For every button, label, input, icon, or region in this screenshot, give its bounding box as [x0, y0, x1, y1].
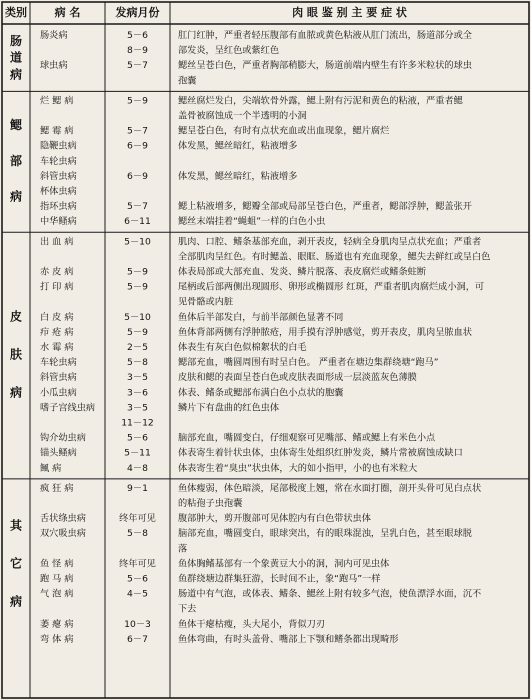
onset-month: 5－6	[127, 30, 148, 41]
disease-name: 弯 体 病	[40, 633, 74, 645]
disease-name: 气 泡 病	[40, 588, 74, 600]
disease-name: 跑 马 病	[40, 573, 74, 585]
symptom-text: 体表局部或大部充血、发炎、鳞片脱落、表皮腐烂或鳍条蛀断	[178, 266, 427, 278]
onset-month: 终年可见	[119, 558, 156, 570]
onset-month: 终年可见	[119, 513, 156, 525]
onset-month: 11－12	[121, 417, 154, 429]
onset-month: 5－9	[127, 95, 148, 107]
onset-month: 5－10	[124, 311, 151, 323]
disease-name: 杯体虫病	[40, 186, 77, 197]
symptom-text: 部发炎，呈红色或紫红色	[178, 45, 280, 57]
onset-month: 8－9	[127, 45, 148, 57]
symptom-text: 脑部充血，嘴圆变白，仔细观察可见嘴部、鳍或鳃上有米色小点	[178, 432, 436, 444]
disease-name: 钩介幼虫病	[40, 432, 86, 444]
symptom-text: 鱼群绕塘边群集狂游，长时间不止，象“跑马”一样	[178, 573, 381, 585]
symptom-text: 体发黑，鳃丝暗红，粘液增多	[178, 170, 298, 182]
onset-month: 5－9	[127, 326, 148, 338]
disease-name: 锚头鳋病	[40, 447, 77, 459]
disease-name: 鱼 怪 病	[40, 558, 74, 570]
onset-month: 5－7	[127, 201, 148, 213]
onset-month: 5－8	[127, 357, 148, 369]
symptom-text: 腹部肿大，剪开腹部可见体腔内有白色带状虫体	[178, 513, 371, 525]
symptom-text: 鳃丝末端挂着“蝇蛆”一样的白色小虫	[178, 216, 326, 228]
onset-month: 2－5	[127, 342, 148, 353]
category-label: 鳃部病	[9, 118, 23, 204]
onset-month: 3－5	[127, 372, 148, 384]
symptom-text: 全部肌肉呈红色。有时鳃盖、眼眶、肠道也有充血现象，鳃失去鲜红或呈白色	[178, 251, 491, 263]
symptom-text: 体发黑，鳃丝暗红，粘液增多	[178, 140, 298, 152]
disease-name: 鳃 霉 病	[40, 125, 74, 137]
symptom-text: 脑部充血，嘴圆变白，眼球突出，有的眼珠混浊，呈乳白色，甚至眼球脱	[178, 528, 472, 540]
onset-month: 5－6	[127, 432, 148, 444]
onset-month: 5－6	[127, 573, 148, 585]
onset-month: 5－9	[127, 266, 148, 278]
symptom-text: 肛门红肿，严重者轻压腹部有血脓或黄色粘液从肛门流出，肠道部分或全	[178, 30, 472, 41]
symptom-text: 尾柄或后部两侧出现圆形、卵形或椭圆形 红斑，严重者肌肉腐烂成小洞，可	[178, 281, 485, 293]
onset-month: 5－11	[124, 447, 151, 459]
symptom-text: 鳃呈苍白色，有时有点状充血或出血现象，鳃片腐烂	[178, 125, 390, 137]
onset-month: 3－6	[127, 387, 148, 399]
disease-name: 车轮虫病	[40, 357, 77, 369]
symptom-text: 见骨骼或内脏	[178, 296, 234, 308]
symptom-text: 肠道中有气泡，或体表、鳍条、鳃丝上附有较多气泡，使鱼漂浮水面，沉不	[178, 588, 482, 600]
onset-month: 4－8	[127, 462, 148, 474]
onset-month: 10－3	[124, 618, 151, 630]
symptom-text: 鳃丝呈苍白色，严重者胸部稍膨大，肠道前端内壁生有许多米粒状的球虫	[178, 60, 472, 72]
onset-month: 5－7	[127, 60, 148, 72]
symptom-text: 落	[178, 543, 188, 555]
onset-month: 5－8	[127, 528, 148, 540]
symptom-text: 鱼体瘦弱，体色暗淡，尾部极度上翘，常在水面打圈，剖开头骨可见白点状	[178, 482, 482, 494]
disease-name: 舌状绦虫病	[40, 513, 86, 525]
disease-name: 萎 瘪 病	[40, 618, 74, 630]
symptom-text: 体表生有灰白色似棉絮状的白毛	[178, 342, 307, 353]
disease-name: 斜管虫病	[40, 170, 77, 182]
symptom-text: 鱼体干瘪枯瘦，头大尾小，背似刀刃	[178, 618, 325, 630]
disease-name: 白 皮 病	[40, 311, 74, 323]
disease-name: 车轮虫病	[40, 155, 77, 167]
symptom-text: 体表寄生着“臭虫”状虫体，大的如小指甲，小的也有米粒大	[178, 462, 418, 474]
onset-month: 4－5	[127, 588, 148, 600]
onset-month: 5－7	[127, 125, 148, 137]
symptom-text: 盖骨被腐蚀成一个半透明的小洞	[178, 110, 307, 122]
symptom-text: 体表、鳍条或鳃部布满白色小点状的胞囊	[178, 387, 344, 399]
disease-name: 斜管虫病	[40, 372, 77, 384]
symptom-text: 下去	[178, 603, 197, 615]
onset-month: 6－9	[127, 170, 148, 182]
symptom-text: 体表寄生着针状虫体，虫体寄生处组织红肿发炎，鳞片常被腐蚀成缺口	[178, 447, 463, 459]
symptom-text: 肌肉、口腔、鳍条基部充血，剥开表皮，轻病全身肌肉呈点状充血；严重者	[178, 236, 482, 248]
symptom-text: 的粘孢子虫孢囊	[178, 498, 243, 509]
symptom-text: 鱼体弯曲，有时头盖骨、嘴部上下颚和鳍条都出现畸形	[178, 633, 399, 645]
disease-name: 出 血 病	[40, 236, 74, 248]
disease-name: 双穴吸虫病	[40, 528, 86, 540]
category-label: 皮肤病	[9, 309, 23, 400]
disease-name: 烂 鳃 病	[40, 95, 74, 107]
symptom-text: 鱼体背部两侧有浮肿脓疮，用手摸有浮肿感觉，剪开表皮，肌肉呈脓血状	[178, 326, 472, 338]
symptom-text: 鳃丝腐烂发白，尖端软骨外露，鳃上附有污泥和黄色的粘液，严重者鳃	[178, 95, 463, 107]
symptom-text: 鳃部充血，嘴圆周围有时呈白色。 严重者在塘边集群绕塘“跑马”	[178, 357, 439, 369]
onset-month: 5－9	[127, 281, 148, 293]
onset-month: 3－5	[127, 402, 148, 414]
disease-name: 中华鳋病	[40, 216, 77, 228]
header-disease-name: 病 名	[54, 6, 81, 19]
onset-month: 9－1	[127, 482, 148, 494]
disease-name: 疖 疮 病	[40, 326, 74, 338]
symptom-text: 孢囊	[178, 75, 197, 87]
category-label: 其它病	[9, 518, 23, 609]
disease-name: 小瓜虫病	[40, 387, 77, 399]
disease-name: 赤 皮 病	[40, 266, 74, 278]
symptom-text: 皮肤和鳃的表面呈苍白色或皮肤表面形成一层淡蓝灰色薄膜	[178, 372, 417, 384]
symptom-text: 鱼体后半部发白，与前半部颜色显著不同	[178, 311, 344, 323]
onset-month: 6－7	[127, 633, 148, 645]
disease-name: 鲺 病	[40, 462, 62, 474]
disease-name: 水 霉 病	[40, 342, 74, 353]
onset-month: 6－9	[127, 140, 148, 152]
disease-name: 疯 狂 病	[40, 482, 74, 494]
onset-month: 5－10	[124, 236, 151, 248]
disease-name: 隐鞭虫病	[40, 140, 77, 152]
onset-month: 6－11	[124, 216, 151, 228]
header-months: 发病月份	[115, 6, 160, 19]
header-symptoms: 肉 眼 鉴 别 主 要 症 状	[292, 6, 407, 19]
category-label: 肠道病	[9, 33, 23, 82]
symptom-text: 鳞片下有盘曲的红色虫体	[178, 402, 280, 414]
symptom-text: 鳃上粘液增多，鳃瓣全部或局部呈苍白色，严重者，鳃部浮肿，鳃盖张开	[178, 201, 472, 213]
header-category: 类别	[5, 6, 27, 19]
symptom-text: 鱼体胸鳍基部有一个象黄豆大小的洞，洞内可见虫体	[178, 558, 390, 570]
disease-name: 嗜子宫线虫病	[40, 402, 96, 414]
disease-name: 指环虫病	[40, 201, 77, 213]
disease-name: 球虫病	[40, 60, 68, 72]
disease-name: 肠炎病	[40, 30, 68, 41]
disease-name: 打 印 病	[40, 281, 74, 293]
